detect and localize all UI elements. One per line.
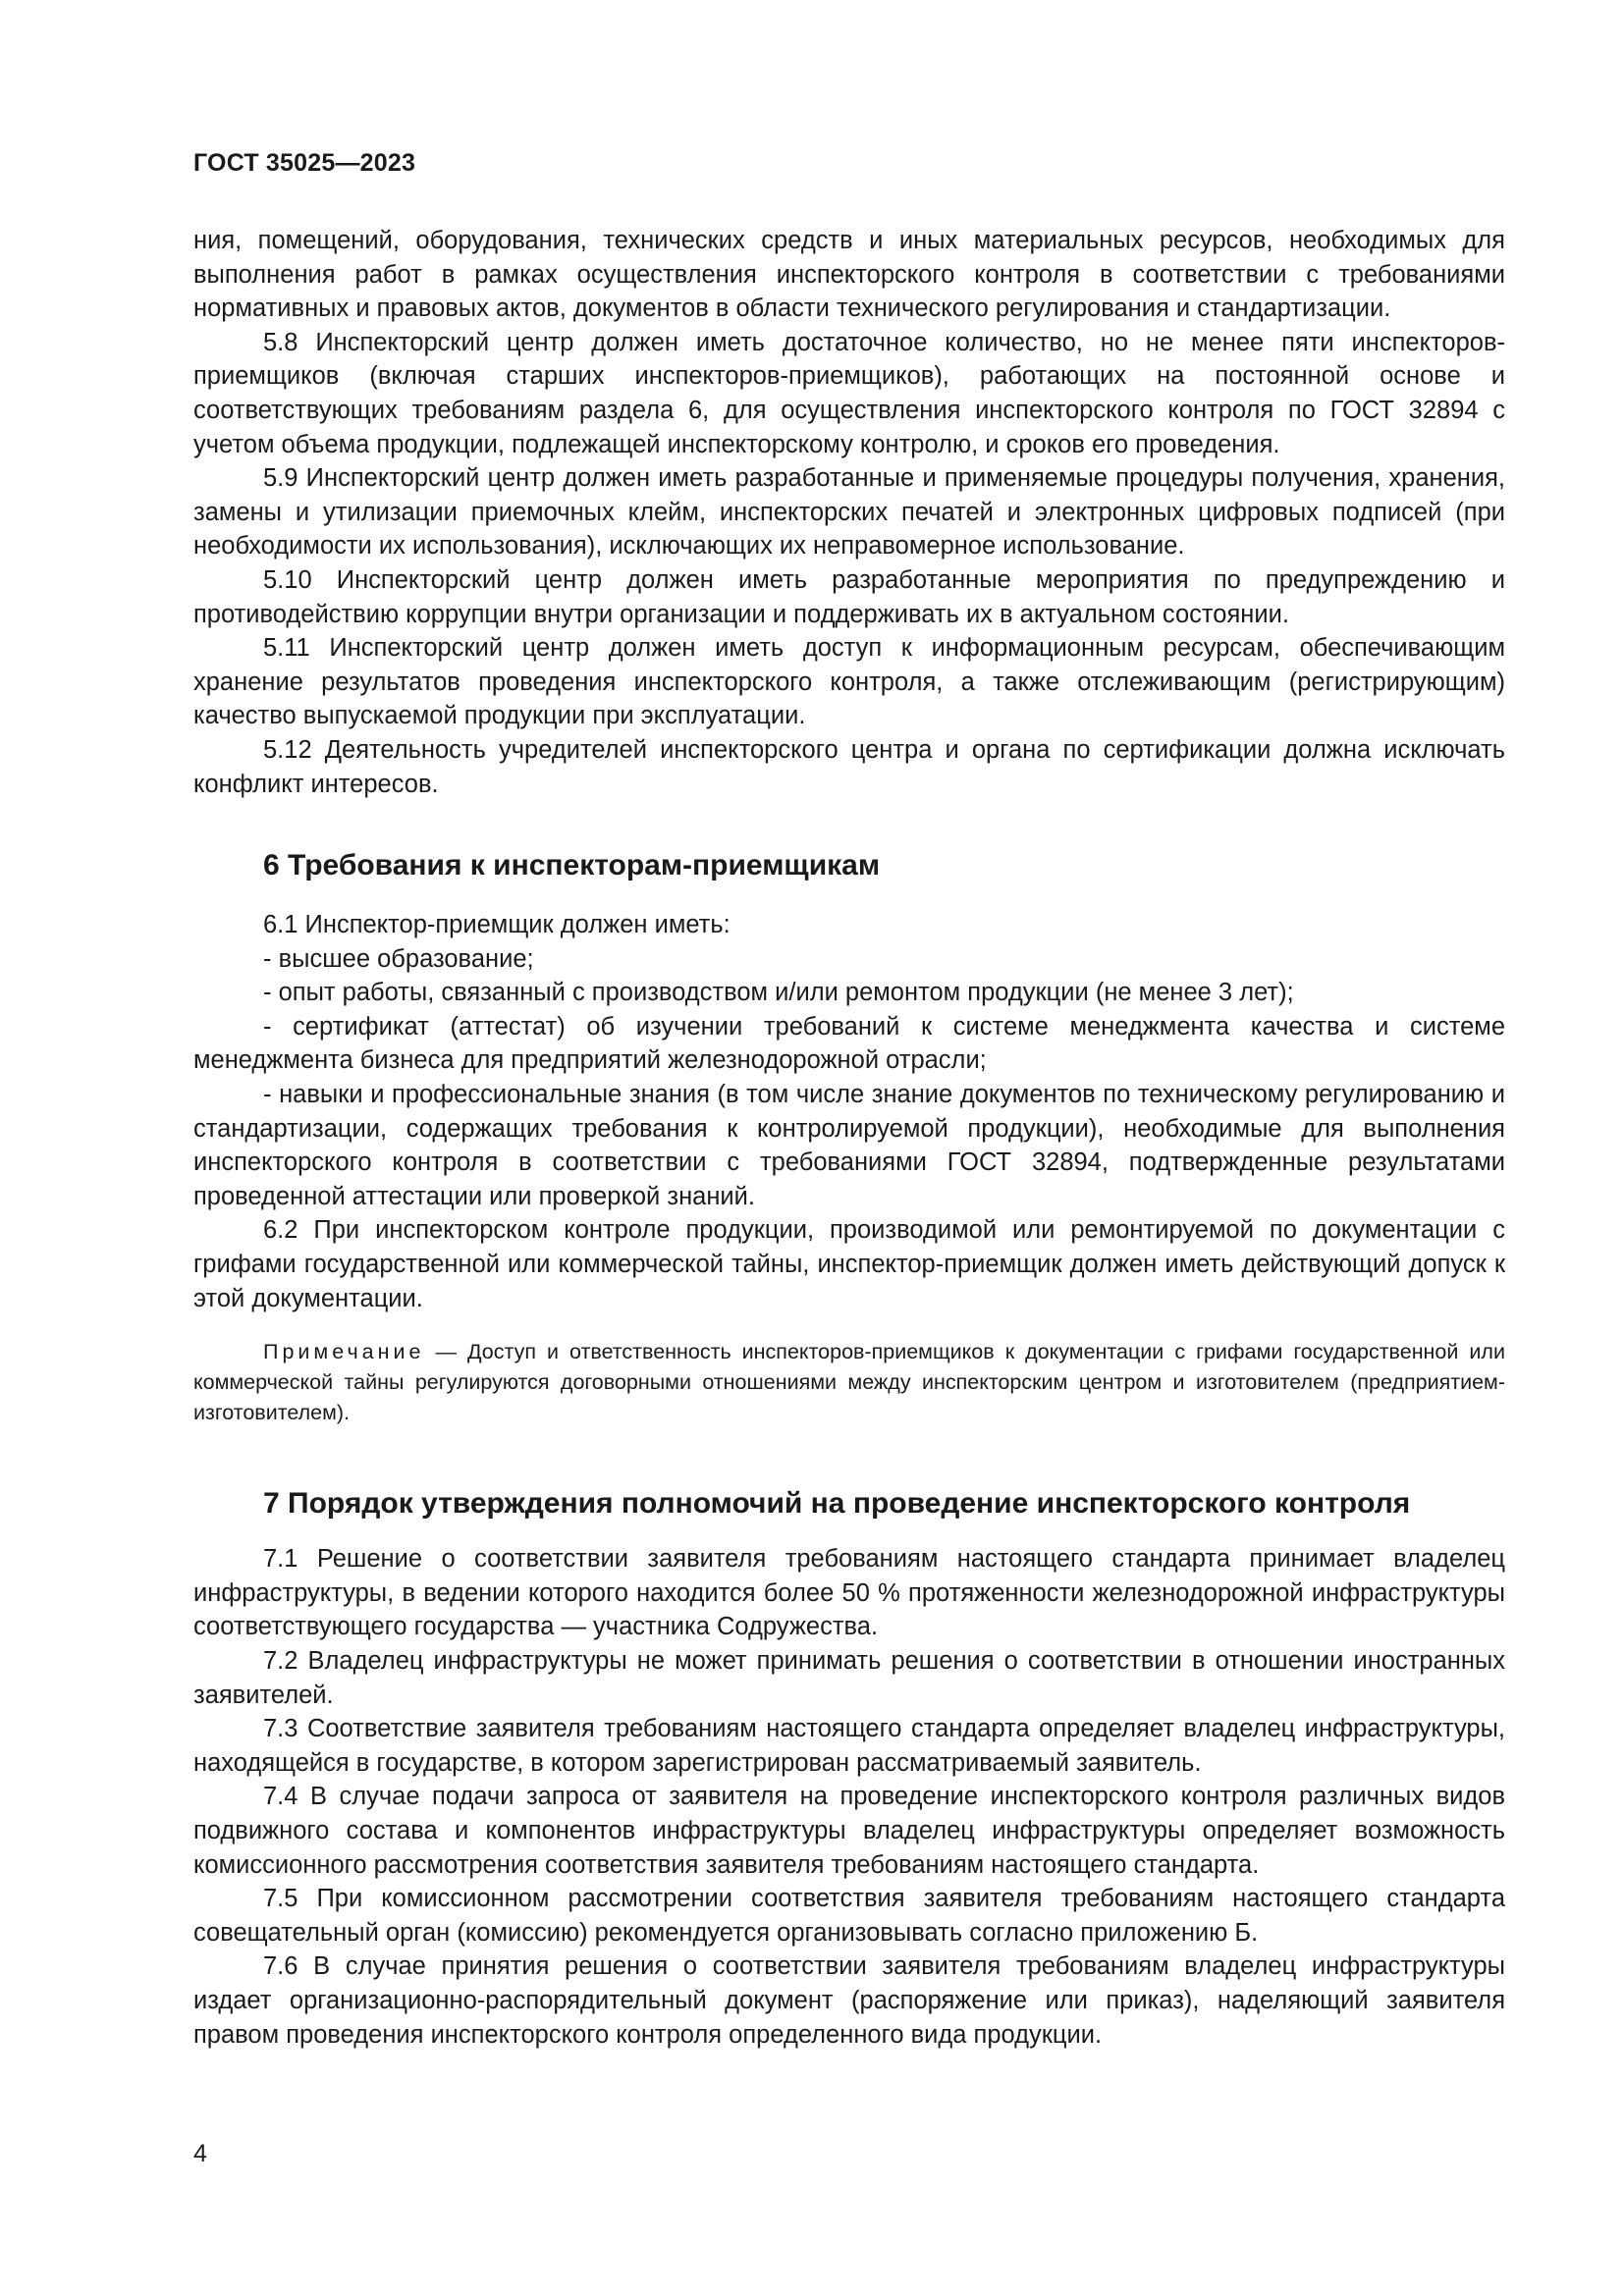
list-item-education: - высшее образование;: [263, 944, 534, 973]
clause-7-1: 7.1 Решение о соответствии заявителя требованиям настоящего стандарта принимает владелец инфраструктуры, в ведении которого находится более 50 % протяженности железнодорожной инфраструктуры соответствующего государства — участника Содружества.: [193, 1545, 1505, 1641]
list-item-skills: - навыки и профессиональные знания (в том числе знание документов по техническому регулированию и стандартизации, содержащих требования к контролируемой продукции), необходимые для выполнения инспекторского контроля в соответствии с требованиями ГОСТ 32894, подтвержденные результатами проведенной аттестации или проверкой знаний.: [193, 1081, 1505, 1210]
document-page: [193, 0, 1505, 2296]
clause-7-5: 7.5 При комиссионном рассмотрении соответствия заявителя требованиям настоящего стандарта совещательный орган (комиссию) рекомендуется организовывать согласно приложению Б.: [193, 1885, 1505, 1947]
clause-6-2: 6.2 При инспекторском контроле продукции, производимой или ремонтируемой по документации с грифами государственной или коммерческой тайны, инспектор-приемщик должен иметь действующий допуск к этой документации.: [193, 1216, 1505, 1312]
paragraph-continuation: ния, помещений, оборудования, технических средств и иных материальных ресурсов, необходимых для выполнения работ в рамках осуществления инспекторского контроля в соответствии с требованиями нормативных и правовых актов, документов в области технического регулирования и стандартизации.: [193, 227, 1505, 323]
clause-5-11: 5.11 Инспекторский центр должен иметь доступ к информационным ресурсам, обеспечивающим хранение результатов проведения инспекторского контроля, а также отслеживающим (регистрирующим) качество выпускаемой продукции при эксплуатации.: [193, 634, 1505, 730]
clause-7-6: 7.6 В случае принятия решения о соответствии заявителя требованиям владелец инфраструктуры издает организационно-распорядительный документ (распоряжение или приказ), наделяющий заявителя правом проведения инспекторского контроля определенного вида продукции.: [193, 1952, 1505, 2049]
clause-5-12: 5.12 Деятельность учредителей инспекторского центра и органа по сертификации должна исключать конфликт интересов.: [193, 735, 1505, 798]
note-text: — Доступ и ответственность инспекторов-приемщиков к документации с грифами государственной или коммерческой тайны регулируются договорными отношениями между инспекторским центром и изготовителем (предприятием-изготовителем).: [193, 1340, 1505, 1425]
standard-designation: ГОСТ 35025—2023: [193, 149, 416, 177]
section-6-heading: 6 Требования к инспекторам-приемщикам: [263, 849, 881, 882]
list-item-certificate: - сертификат (аттестат) об изучении требований к системе менеджмента качества и системе менеджмента бизнеса для предприятий железнодорожной отрасли;: [193, 1012, 1505, 1075]
note: [193, 1337, 1505, 1428]
clause-7-4: 7.4 В случае подачи запроса от заявителя на проведение инспекторского контроля различных видов подвижного состава и компонентов инфраструктуры владелец инфраструктуры определяет возможность комиссионного рассмотрения соответствия заявителя требованиям настоящего стандарта.: [193, 1783, 1505, 1879]
list-item-experience: - опыт работы, связанный с производством и/или ремонтом продукции (не менее 3 лет);: [263, 979, 1294, 1007]
note-label: Примечание: [263, 1340, 425, 1364]
clause-6-1: 6.1 Инспектор-приемщик должен иметь:: [263, 911, 731, 939]
clause-5-10: 5.10 Инспекторский центр должен иметь разработанные мероприятия по предупреждению и противодействию коррупции внутри организации и поддерживать их в актуальном состоянии.: [193, 565, 1505, 628]
clause-7-3: 7.3 Соответствие заявителя требованиям настоящего стандарта определяет владелец инфраструктуры, находящейся в государстве, в котором зарегистрирован рассматриваемый заявитель.: [193, 1715, 1505, 1777]
page-number: 4: [193, 2140, 207, 2167]
clause-5-9: 5.9 Инспекторский центр должен иметь разработанные и применяемые процедуры получения, хранения, замены и утилизации приемочных клейм, инспекторских печатей и электронных цифровых подписей (при необходимости их использования), исключающих их неправомерное использование.: [193, 464, 1505, 561]
document-body: [193, 224, 1505, 2052]
section-7-heading: 7 Порядок утверждения полномочий на проведение инспекторского контроля: [263, 1487, 1411, 1521]
clause-5-8: 5.8 Инспекторский центр должен иметь достаточное количество, но не менее пяти инспекторов-приемщиков (включая старших инспекторов-приемщиков), работающих на постоянной основе и соответствующих требованиям раздела 6, для осуществления инспекторского контроля по ГОСТ 32894 с учетом объема продукции, подлежащей инспекторскому контролю, и сроков его проведения.: [193, 328, 1505, 458]
clause-7-2: 7.2 Владелец инфраструктуры не может принимать решения о соответствии в отношении иностранных заявителей.: [193, 1647, 1505, 1709]
